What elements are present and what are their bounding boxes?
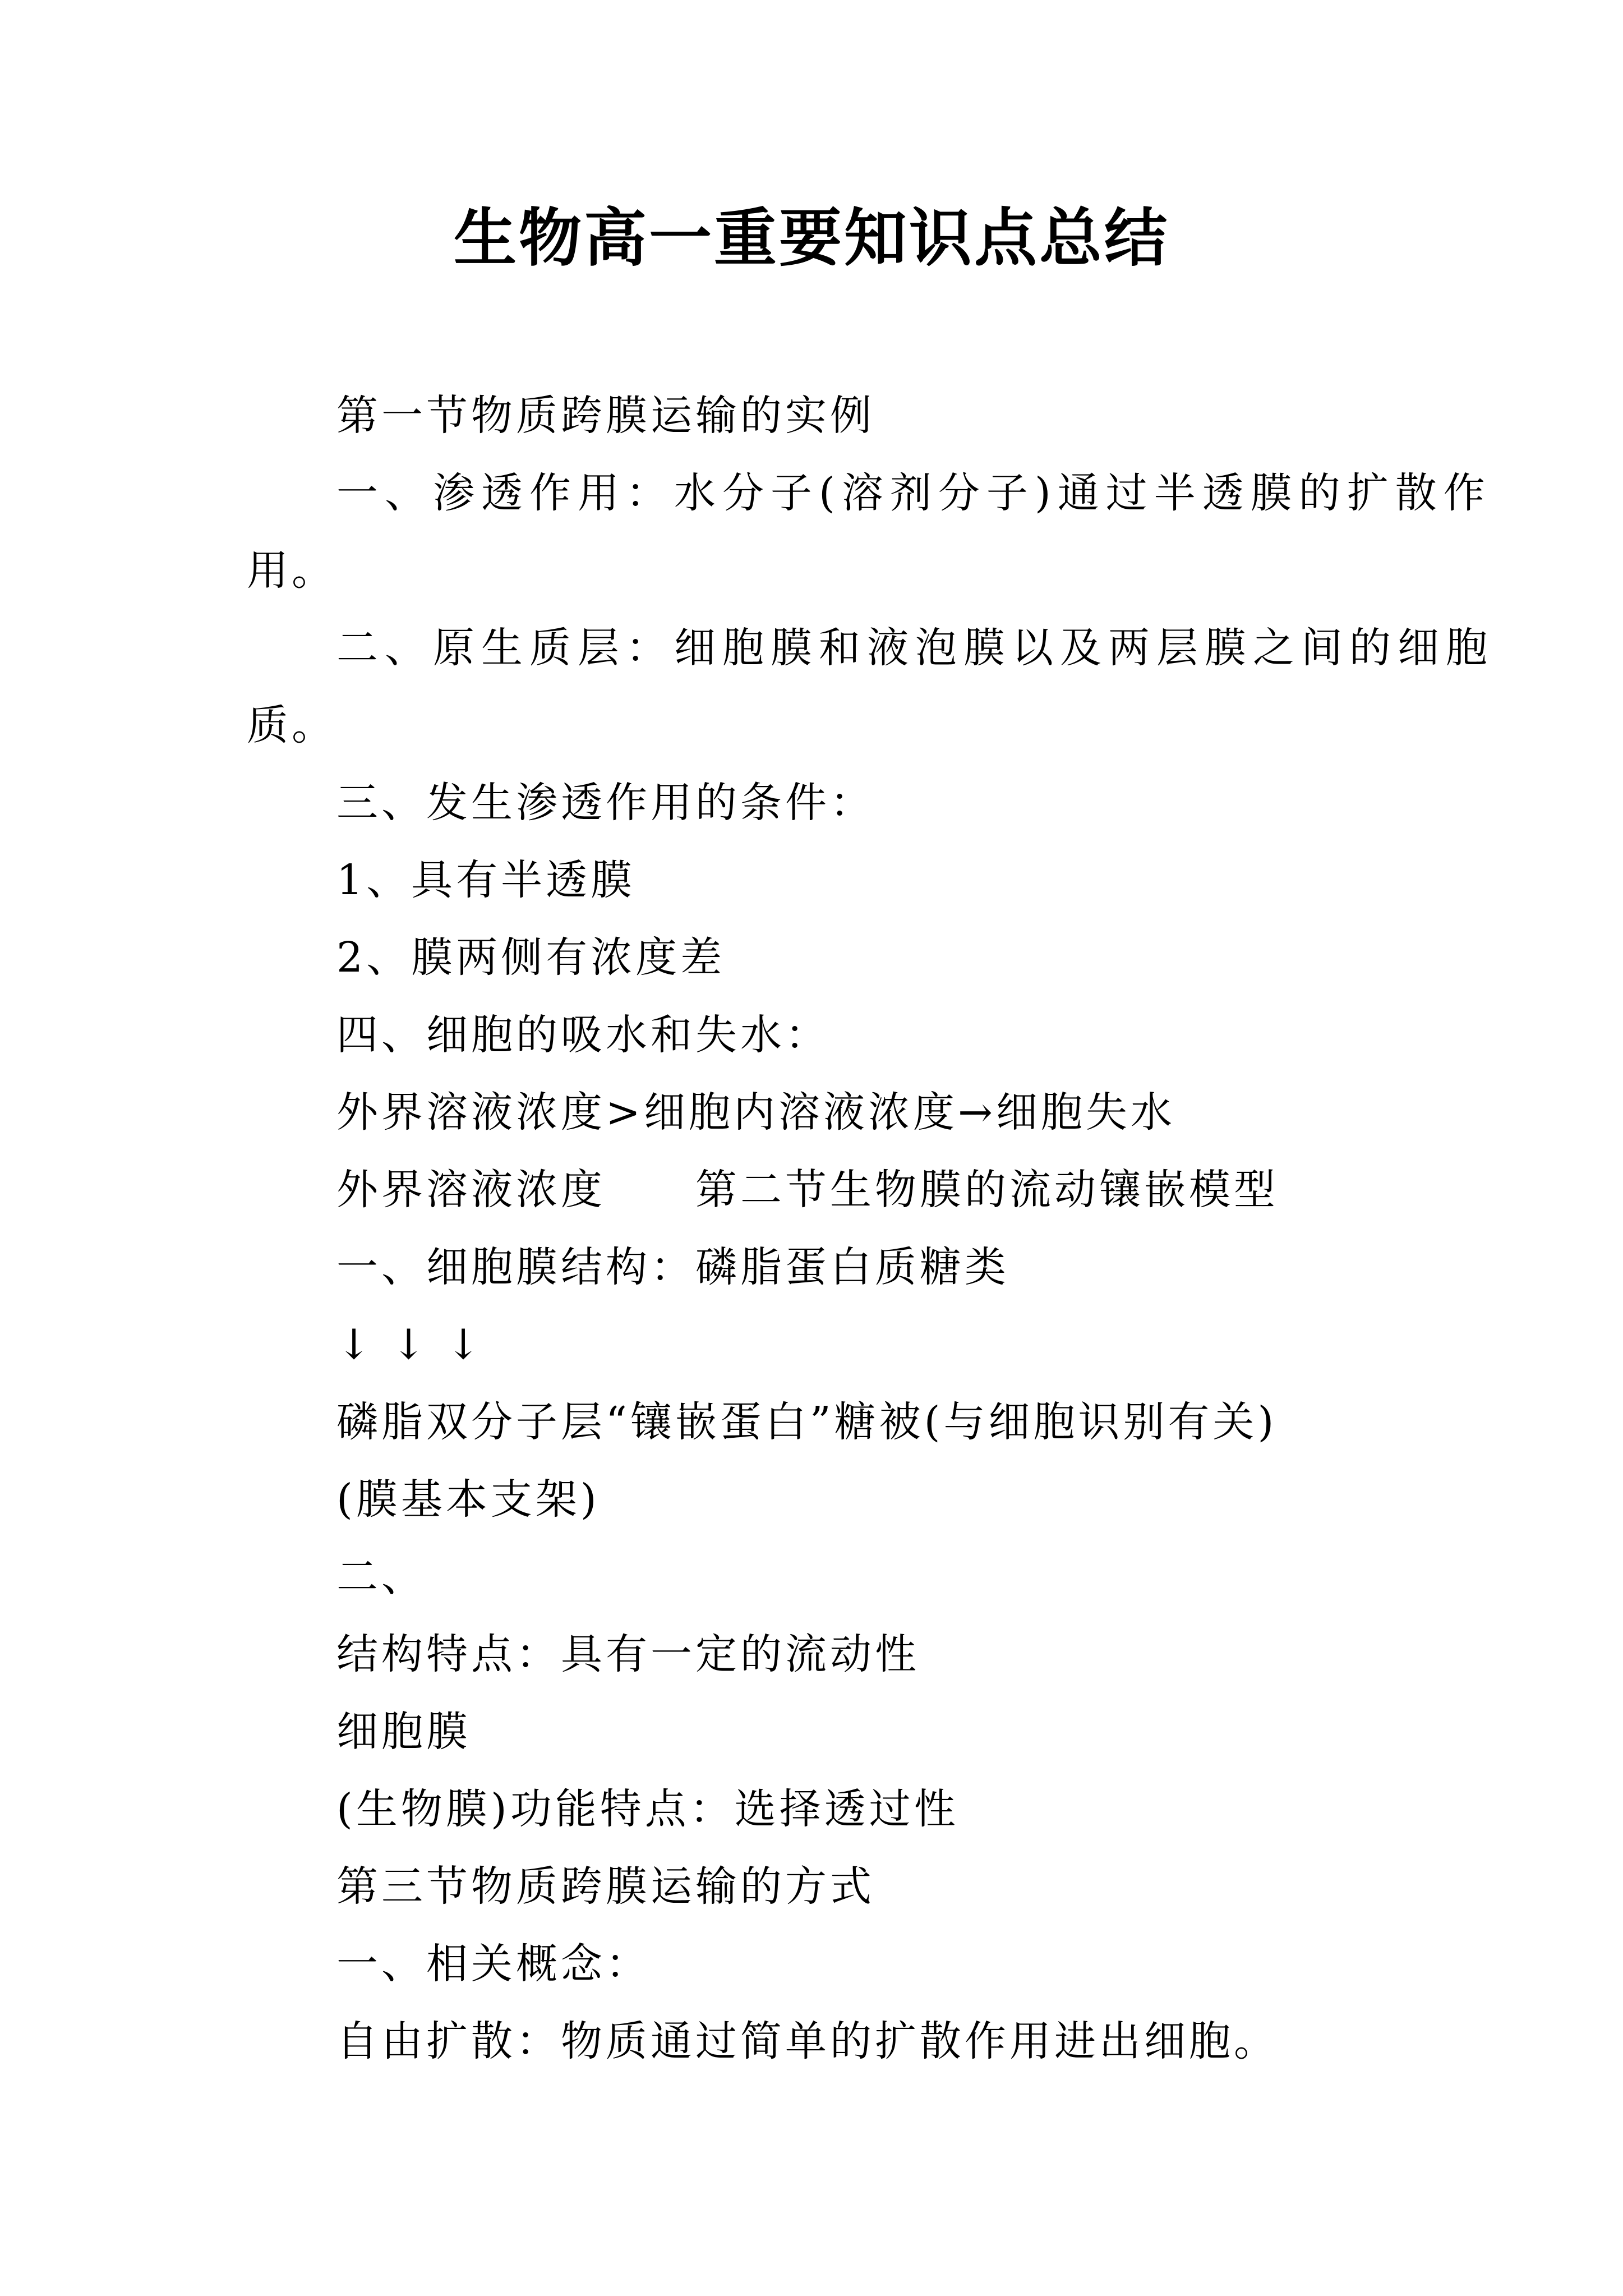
document-body — [247, 377, 1494, 2080]
paragraph-line: (膜基本支架) — [336, 1475, 600, 1524]
paragraph-fragment: 外界溶液浓度 — [336, 1166, 606, 1214]
paragraph-line: 质。 — [247, 701, 336, 749]
section-heading: 第一节物质跨膜运输的实例 — [336, 392, 875, 440]
paragraph-line: 一、渗透作用：水分子(溶剂分子)通过半透膜的扩散作 — [336, 469, 1492, 517]
paragraph-line: 二、 — [336, 1553, 426, 1601]
paragraph-line: 自由扩散：物质通过简单的扩散作用进出细胞。 — [336, 2017, 1279, 2065]
paragraph-line: 二、原生质层：细胞膜和液泡膜以及两层膜之间的细胞 — [336, 624, 1494, 672]
paragraph-line: 一、相关概念： — [336, 1940, 651, 1988]
paragraph-line — [247, 1151, 1391, 1228]
paragraph-line: 结构特点：具有一定的流动性 — [336, 1630, 920, 1678]
paragraph-line: 三、发生渗透作用的条件： — [336, 779, 875, 827]
list-item: 1、具有半透膜 — [336, 856, 636, 904]
section-heading: 第三节物质跨膜运输的方式 — [336, 1862, 875, 1911]
arrow-row: ↓ ↓ ↓ — [336, 1320, 485, 1369]
paragraph-line: 四、细胞的吸水和失水： — [336, 1011, 830, 1059]
section-heading: 第二节生物膜的流动镶嵌模型 — [695, 1166, 1279, 1214]
paragraph-line: 磷脂双分子层“镶嵌蛋白”糖被(与细胞识别有关) — [336, 1398, 1278, 1446]
paragraph-line: 用。 — [247, 546, 336, 595]
document-title: 生物高一重要知识点总结 — [454, 202, 1169, 275]
paragraph-line: 一、细胞膜结构：磷脂蛋白质糖类 — [336, 1243, 1009, 1291]
paragraph-line: (生物膜)功能特点：选择透过性 — [336, 1785, 959, 1833]
paragraph-line: 细胞膜 — [336, 1708, 471, 1756]
paragraph-line: 外界溶液浓度>细胞内溶液浓度→细胞失水 — [336, 1088, 1176, 1137]
list-item: 2、膜两侧有浓度差 — [336, 933, 726, 982]
